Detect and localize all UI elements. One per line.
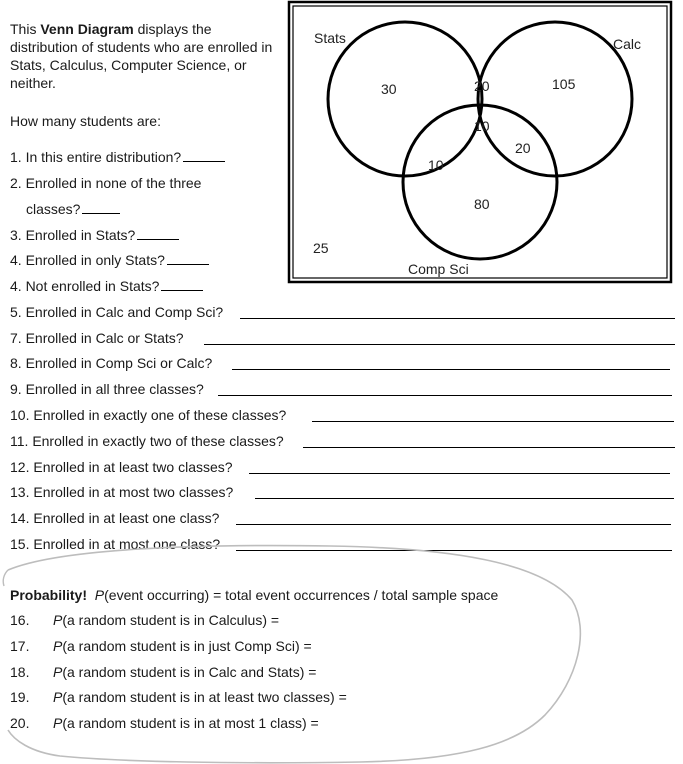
probability-item-16-p: P bbox=[53, 612, 63, 628]
region-calc-only: 105 bbox=[552, 76, 576, 92]
question-3-text: 3. Enrolled in Stats? bbox=[10, 227, 136, 243]
intro-bold: Venn Diagram bbox=[40, 21, 134, 37]
answer-line-12[interactable] bbox=[249, 473, 670, 474]
question-2-cont bbox=[26, 200, 120, 218]
answer-line-8[interactable] bbox=[232, 369, 670, 370]
compsci-label: Comp Sci bbox=[408, 261, 469, 277]
probability-item-20 bbox=[10, 715, 319, 731]
question-14: 14. Enrolled in at least one class? bbox=[10, 510, 220, 526]
answer-line-10[interactable] bbox=[312, 421, 674, 422]
intro-paragraph bbox=[10, 20, 282, 92]
probability-item-16 bbox=[10, 612, 279, 628]
answer-line-5[interactable] bbox=[240, 318, 675, 319]
question-15: 15. Enrolled in at most one class? bbox=[10, 536, 221, 552]
probability-item-18-p: P bbox=[53, 664, 63, 680]
question-9: 9. Enrolled in all three classes? bbox=[10, 381, 204, 397]
probability-item-17-p: P bbox=[53, 638, 63, 654]
probability-item-17 bbox=[10, 638, 312, 654]
probability-item-19-num: 19. bbox=[10, 689, 30, 705]
stats-circle bbox=[328, 22, 482, 176]
question-11: 11. Enrolled in exactly two of these classes? bbox=[10, 433, 284, 449]
region-stats-compsci: 10 bbox=[428, 157, 444, 173]
question-1 bbox=[10, 148, 225, 166]
answer-blank-2[interactable] bbox=[82, 201, 120, 214]
answer-blank-4b[interactable] bbox=[161, 278, 203, 291]
probability-item-19-p: P bbox=[53, 689, 63, 705]
answer-blank-1[interactable] bbox=[183, 149, 225, 162]
probability-item-19 bbox=[10, 689, 347, 705]
question-2-cont-text: classes? bbox=[26, 201, 81, 217]
intro-pre: This bbox=[10, 21, 41, 37]
probability-item-20-p: P bbox=[53, 715, 63, 731]
probability-title: Probability! bbox=[10, 587, 88, 603]
probability-item-20-num: 20. bbox=[10, 715, 30, 731]
answer-line-13[interactable] bbox=[255, 498, 674, 499]
probability-item-18-num: 18. bbox=[10, 664, 30, 680]
region-stats-only: 30 bbox=[381, 81, 397, 97]
answer-line-14[interactable] bbox=[236, 524, 671, 525]
answer-line-11[interactable] bbox=[303, 447, 675, 448]
probability-item-19-text: (a random student is in at least two classes) = bbox=[62, 689, 347, 705]
probability-item-18 bbox=[10, 664, 316, 680]
calc-label: Calc bbox=[613, 36, 642, 52]
question-4b-text: 4. Not enrolled in Stats? bbox=[10, 278, 160, 294]
probability-item-17-text: (a random student is in just Comp Sci) = bbox=[62, 638, 312, 654]
region-compsci-only: 80 bbox=[474, 196, 490, 212]
question-4 bbox=[10, 251, 209, 269]
question-8: 8. Enrolled in Comp Sci or Calc? bbox=[10, 355, 213, 371]
answer-line-9[interactable] bbox=[218, 395, 672, 396]
intro-rest: displays the distribution of students who are enrolled in Stats, Calculus, Computer Science, or neither. bbox=[10, 21, 273, 91]
stats-label: Stats bbox=[314, 30, 346, 46]
question-1-text: 1. In this entire distribution? bbox=[10, 149, 182, 165]
answer-line-7[interactable] bbox=[204, 344, 675, 345]
region-stats-calc: 20 bbox=[474, 78, 490, 94]
probability-item-16-text: (a random student is in Calculus) = bbox=[62, 612, 280, 628]
question-2 bbox=[10, 174, 201, 192]
question-12: 12. Enrolled in at least two classes? bbox=[10, 459, 233, 475]
question-13: 13. Enrolled in at most two classes? bbox=[10, 484, 234, 500]
probability-item-20-text: (a random student is in at most 1 class) = bbox=[62, 715, 319, 731]
venn-diagram bbox=[287, 0, 675, 286]
question-3 bbox=[10, 226, 179, 244]
question-prompt: How many students are: bbox=[10, 113, 161, 129]
answer-blank-3[interactable] bbox=[137, 227, 179, 240]
probability-header bbox=[10, 587, 498, 603]
question-5: 5. Enrolled in Calc and Comp Sci? bbox=[10, 304, 224, 320]
probability-formula-p: P bbox=[94, 587, 105, 603]
region-calc-compsci: 20 bbox=[515, 140, 531, 156]
question-10: 10. Enrolled in exactly one of these classes? bbox=[10, 407, 287, 423]
probability-item-16-num: 16. bbox=[10, 612, 30, 628]
probability-item-18-text: (a random student is in Calc and Stats) = bbox=[62, 664, 317, 680]
question-4b bbox=[10, 277, 203, 295]
probability-item-17-num: 17. bbox=[10, 638, 30, 654]
probability-formula: (event occurring) = total event occurrences / total sample space bbox=[104, 587, 499, 603]
region-neither: 25 bbox=[313, 240, 329, 256]
answer-blank-4[interactable] bbox=[167, 252, 209, 265]
calc-circle bbox=[478, 22, 632, 176]
question-2-text: 2. Enrolled in none of the three bbox=[10, 175, 202, 191]
region-all-three: 10 bbox=[474, 118, 490, 134]
question-4-text: 4. Enrolled in only Stats? bbox=[10, 252, 165, 268]
question-7: 7. Enrolled in Calc or Stats? bbox=[10, 330, 184, 346]
